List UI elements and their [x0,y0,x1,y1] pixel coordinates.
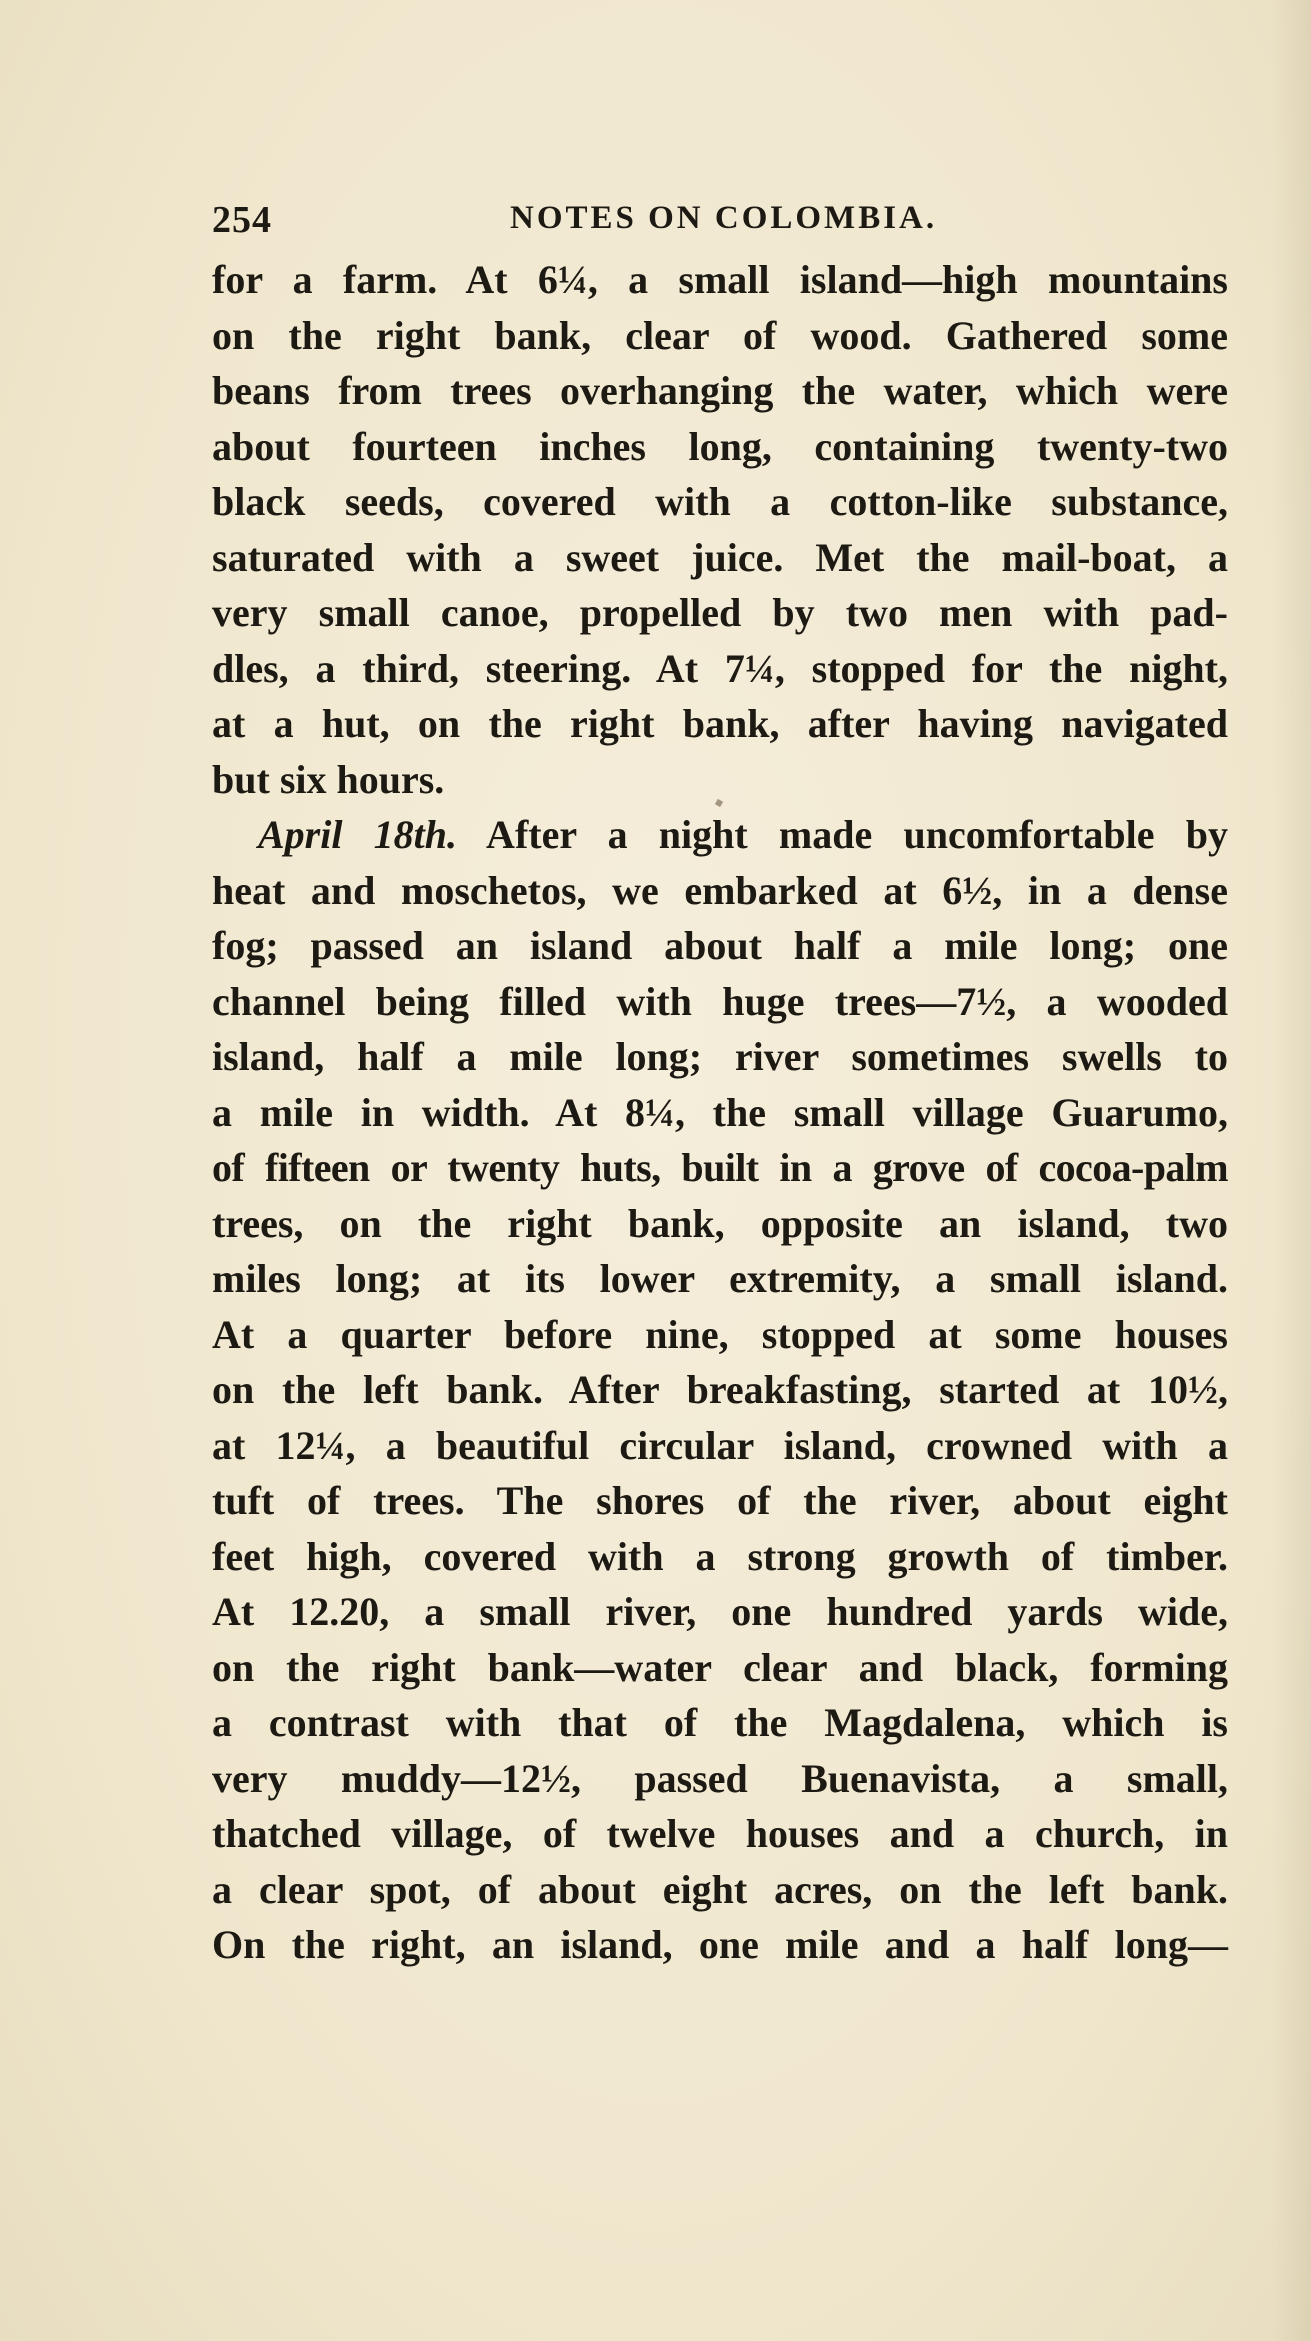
text-line: for a farm. At 6¼, a small island—high mountains [212,257,1228,302]
text-line: saturated with a sweet juice. Met the mail-boat, a [212,534,1228,580]
text-line: black seeds, covered with a cotton-like substance, [212,479,1228,524]
text-line: channel being filled with huge trees—7½, a wooded [212,978,1228,1024]
text-line: feet high, covered with a strong growth of timber. [212,1533,1228,1579]
text-line: At 12.20, a small river, one hundred yards wide, [212,1589,1228,1634]
text-line: miles long; at its lower extremity, a small island. [212,1256,1228,1301]
text-line: a contrast with that of the Magdalena, which is [212,1700,1228,1745]
page-header [212,198,1228,248]
paragraph-start-line: April 18th. After a night made uncomfortable by [258,812,1228,857]
text-line: on the right bank, clear of wood. Gathered some [212,312,1228,358]
text-line: on the left bank. After breakfasting, started at 10½, [212,1367,1228,1412]
paragraph-end-line: but six hours. [212,756,445,802]
text-line: at a hut, on the right bank, after having navigated [212,701,1228,746]
text-line: On the right, an island, one mile and a half long— [212,1922,1228,1967]
running-title: NOTES ON COLOMBIA. [510,200,938,236]
date-heading: April 18th. [258,812,458,857]
text-line: on the right bank—water clear and black, forming [212,1644,1228,1690]
text-line: about fourteen inches long, containing twenty-two [212,423,1228,469]
text-line: very small canoe, propelled by two men with pad- [212,590,1228,635]
text-line: tuft of trees. The shores of the river, about eight [212,1478,1228,1523]
page-edge-shadow [1271,0,1311,2341]
text-line: beans from trees overhanging the water, which were [212,368,1228,413]
text-line: island, half a mile long; river sometimes swells to [212,1034,1228,1079]
text-line: trees, on the right bank, opposite an island, two [212,1200,1228,1246]
text-line: dles, a third, steering. At 7¼, stopped for the night, [212,645,1228,691]
text-line: thatched village, of twelve houses and a church, in [212,1811,1228,1856]
body-text [212,252,1228,1973]
text-line: heat and moschetos, we embarked at 6½, in a dense [212,867,1228,913]
text-line: a clear spot, of about eight acres, on the left bank. [212,1866,1228,1912]
text-line: fog; passed an island about half a mile long; one [212,923,1228,968]
text-line: very muddy—12½, passed Buenavista, a small, [212,1755,1228,1801]
text-line: At a quarter before nine, stopped at some houses [212,1311,1228,1357]
text-line: a mile in width. At 8¼, the small village Guarumo, [212,1089,1228,1135]
text-line: at 12¼, a beautiful circular island, crowned with a [212,1422,1228,1468]
text-line: of fifteen or twenty huts, built in a grove of cocoa-palm [212,1145,1228,1190]
page-number: 254 [212,199,272,241]
